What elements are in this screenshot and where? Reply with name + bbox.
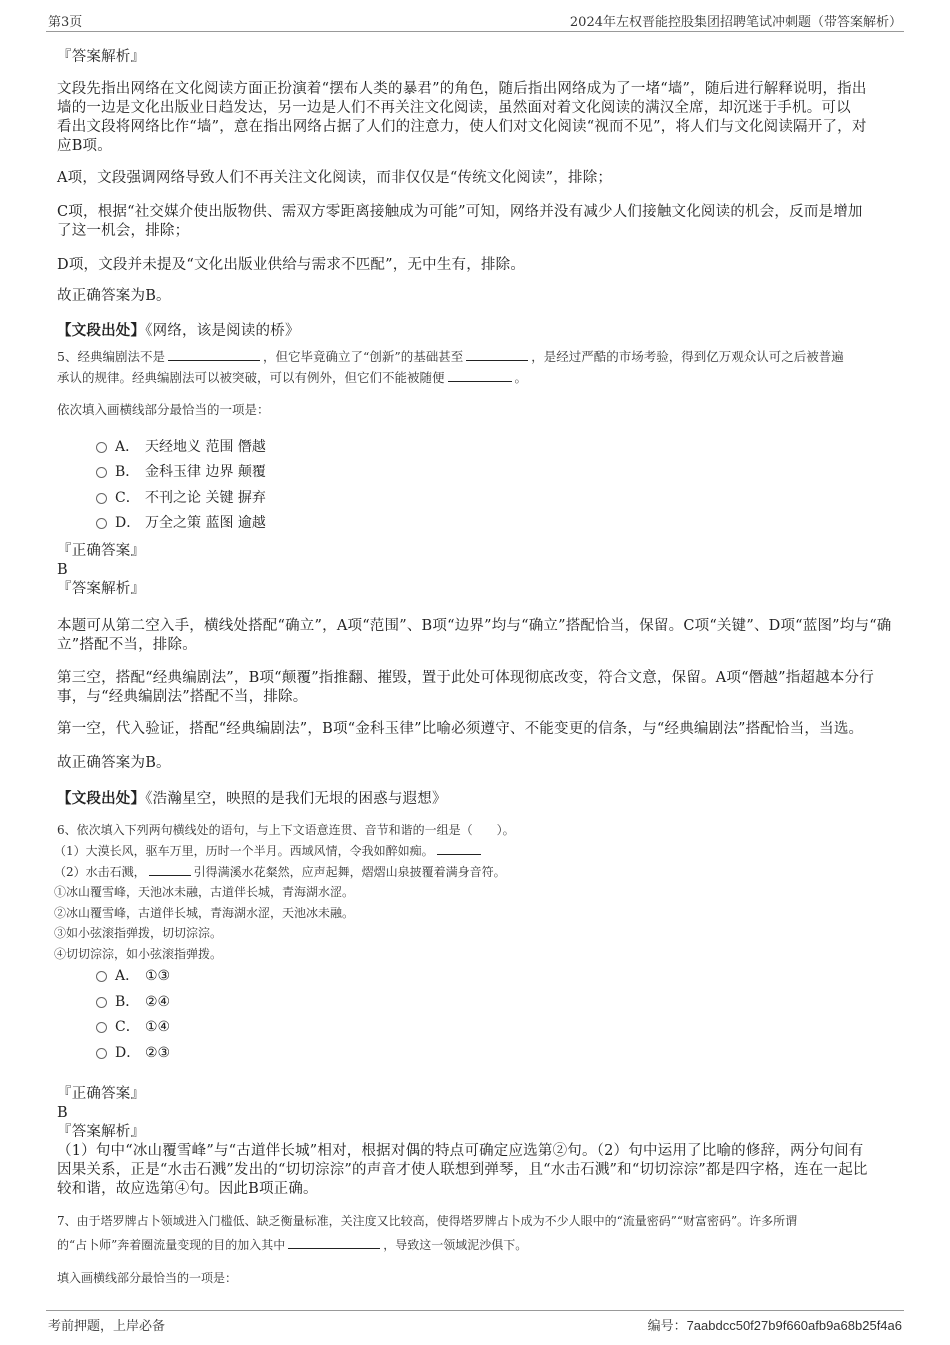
text-line: （1）句中“冰山覆雪峰”与“古道伴长城”相对，根据对偶的特点可确定应选第②句。（2）句中运用了比喻的修辞，两分句间有	[57, 1143, 864, 1159]
text-line: 看出文段将网络比作“墙”，意在指出网络占据了人们的注意力，使人们对文化阅读“视而不见”，将人们与文化阅读隔开了，对	[57, 119, 867, 135]
q6-option-d[interactable]	[96, 1042, 170, 1064]
option-text: 万全之策 蓝图 逾越	[145, 515, 266, 531]
q5-conclusion	[57, 754, 895, 773]
q7-prompt	[57, 1268, 895, 1289]
text-line: 7、由于塔罗牌占卜领域进入门槛低、缺乏衡量标准，关注度又比较高，使得塔罗牌占卜成为不少人眼中的“流量密码”“财富密码”。许多所谓	[57, 1214, 798, 1228]
q6-option-c[interactable]	[96, 1016, 170, 1038]
radio-icon[interactable]	[96, 971, 107, 982]
text-line: 应B项。	[57, 138, 112, 154]
text-line: 墙的一边是文化出版业日趋发达，另一边是人们不再关注文化阅读，虽然面对着文化阅读的满汉全席，却沉迷于手机。可以	[57, 100, 851, 116]
source-label: 【文段出处】	[57, 322, 146, 339]
q4-analysis	[57, 48, 895, 67]
text-span: 引得满溪水花粲然，应声起舞，熠熠山泉披覆着满身音符。	[193, 864, 506, 879]
correct-answer: B	[57, 1105, 68, 1121]
correct-answer: B	[57, 562, 68, 578]
q5-answer	[57, 542, 895, 599]
option-text: 金科玉律 边界 颠覆	[145, 464, 266, 480]
q4-analysis-optD	[57, 256, 895, 275]
source-text: 《网络，该是阅读的桥》	[145, 323, 300, 339]
correct-answer-title: 『正确答案』	[57, 1086, 146, 1102]
text-line: 文段先指出网络在文化阅读方面正扮演着“摆布人类的暴君”的角色，随后指出网络成为了一堵“墙”，随后进行解释说明，指出	[57, 81, 867, 97]
text-line: 故正确答案为B。	[57, 288, 171, 304]
q4-source	[57, 321, 895, 341]
text-line: 故正确答案为B。	[57, 755, 171, 771]
q4-analysis-optC	[57, 203, 895, 241]
q6-sentences	[54, 841, 892, 964]
blank	[149, 862, 191, 876]
text-line: 第一空，代入验证，搭配“经典编剧法”，B项“金科玉律”比喻必须遵守、不能变更的信条，与“经典编剧法”搭配恰当，当选。	[57, 721, 864, 737]
page-number: 第3页	[48, 15, 83, 30]
blank	[288, 1235, 380, 1249]
option-text: 天经地义 范围 僭越	[145, 439, 266, 455]
text-span: ，导致这一领域泥沙俱下。	[383, 1237, 528, 1252]
q7-stem	[57, 1211, 895, 1255]
q5-stem	[57, 346, 895, 388]
q5-analysis-para2	[57, 669, 895, 707]
text-line: ①冰山覆雪峰，天池冰未融，古道伴长城，青海湖水涩。	[54, 885, 355, 899]
radio-icon[interactable]	[96, 1048, 107, 1059]
text-span: （2）水击石溅，	[54, 864, 146, 879]
option-letter: C．	[115, 490, 140, 506]
correct-answer-title: 『正确答案』	[57, 543, 146, 559]
footer-slogan: 考前押题，上岸必备	[48, 1319, 166, 1334]
q6-analysis	[57, 1142, 895, 1199]
page-header	[46, 11, 904, 32]
text-line: 因果关系，正是“水击石溅”发出的“切切淙淙”的声音才使人联想到弹琴，且“水击石溅”和“切切淙淙”都是四字格，连在一起比	[57, 1162, 868, 1178]
text-line: 第三空，搭配“经典编剧法”，B项“颠覆”指推翻、摧毁，置于此处可体现彻底改变，符合文意，保留。A项“僭越”指超越本分行	[57, 670, 874, 686]
option-letter: C．	[115, 1019, 140, 1035]
text-line: A项，文段强调网络导致人们不再关注文化阅读，而非仅仅是“传统文化阅读”，排除；	[57, 170, 613, 186]
text-line: 6、依次填入下列两句横线处的语句，与上下文语意连贯、音节和谐的一组是（ ）。	[57, 823, 515, 837]
text-line: ④切切淙淙，如小弦滚指弹拨。	[54, 946, 223, 961]
text-line: 事，与“经典编剧法”搭配不当，排除。	[57, 689, 308, 705]
q6-stem	[57, 820, 895, 841]
q5-option-b[interactable]	[96, 461, 266, 483]
blank	[168, 347, 260, 361]
q4-analysis-optA	[57, 169, 895, 188]
q4-analysis-para1	[57, 80, 895, 156]
blank	[466, 347, 528, 361]
text-line: 依次填入画横线部分最恰当的一项是：	[57, 402, 270, 417]
text-span: 5、经典编剧法不是	[57, 349, 165, 364]
option-text: ①④	[145, 1019, 171, 1035]
source-label: 【文段出处】	[57, 790, 146, 807]
q5-prompt	[57, 399, 895, 420]
option-letter: D．	[115, 1045, 141, 1061]
text-line: ③如小弦滚指弹拨，切切淙淙。	[54, 926, 223, 940]
document-code: 编号：7aabdcc50f27b9f660afb9a68b25f4a6	[647, 1318, 902, 1333]
text-span: ，但它毕竟确立了“创新”的基础甚至	[262, 349, 464, 364]
option-letter: D．	[115, 515, 141, 531]
option-letter: B．	[115, 464, 140, 480]
radio-icon[interactable]	[96, 997, 107, 1008]
document-title: 2024年左权晋能控股集团招聘笔试冲刺题（带答案解析）	[569, 15, 902, 30]
radio-icon[interactable]	[96, 467, 107, 478]
q5-option-c[interactable]	[96, 487, 266, 509]
q5-analysis-para3	[57, 720, 895, 739]
analysis-title: 『答案解析』	[57, 1124, 146, 1140]
q6-option-a[interactable]	[96, 965, 170, 987]
text-line: ②冰山覆雪峰，古道伴长城，青海湖水涩，天池冰未融。	[54, 905, 355, 920]
q6-answer	[57, 1085, 895, 1142]
text-span: 的“占卜师”奔着圈流量变现的目的加入其中	[57, 1237, 286, 1252]
q6-option-b[interactable]	[96, 991, 170, 1013]
option-letter: B．	[115, 994, 140, 1010]
radio-icon[interactable]	[96, 1022, 107, 1033]
option-text: ②④	[145, 994, 171, 1010]
text-line: 较和谐，故应选第④句。因此B项正确。	[57, 1181, 318, 1197]
page-footer	[46, 1310, 904, 1335]
blank	[448, 368, 512, 382]
text-span: ，是经过严酷的市场考验，得到亿万观众认可之后被普遍	[531, 349, 844, 364]
analysis-title: 『答案解析』	[57, 581, 146, 597]
text-span: 承认的规律。经典编剧法可以被突破，可以有例外，但它们不能被随便	[57, 370, 445, 385]
text-line: 本题可从第二空入手，横线处搭配“确立”，A项“范围”、B项“边界”均与“确立”搭配恰当，保留。C项“关键”、D项“蓝图”均与“确	[57, 618, 892, 634]
blank	[437, 841, 481, 855]
q5-option-a[interactable]	[96, 436, 266, 458]
radio-icon[interactable]	[96, 493, 107, 504]
text-line: 立”搭配不当，排除。	[57, 637, 197, 653]
text-line: D项，文段并未提及“文化出版业供给与需求不匹配”，无中生有，排除。	[57, 257, 526, 273]
radio-icon[interactable]	[96, 442, 107, 453]
text-span: （1）大漠长风，驱车万里，历时一个半月。西域风情，令我如醉如痴。	[54, 844, 434, 858]
q4-analysis-title: 『答案解析』	[57, 49, 146, 65]
option-letter: A．	[115, 968, 140, 984]
q4-conclusion	[57, 287, 895, 306]
text-line: 填入画横线部分最恰当的一项是：	[57, 1271, 238, 1285]
option-text: 不刊之论 关键 摒弃	[145, 490, 266, 506]
text-line: C项，根据“社交媒介使出版物供、需双方零距离接触成为可能”可知，网络并没有减少人们接触文化阅读的机会，反而是增加	[57, 204, 863, 220]
option-text: ①③	[145, 968, 171, 984]
text-line: 了这一机会，排除；	[57, 223, 190, 239]
text-span: 。	[514, 370, 528, 385]
option-text: ②③	[145, 1045, 171, 1061]
q5-analysis-para1	[57, 617, 895, 655]
source-text: 《浩瀚星空，映照的是我们无垠的困惑与遐想》	[145, 791, 447, 807]
radio-icon[interactable]	[96, 518, 107, 529]
q5-option-d[interactable]	[96, 512, 266, 534]
option-letter: A．	[115, 439, 140, 455]
q5-source	[57, 789, 895, 809]
